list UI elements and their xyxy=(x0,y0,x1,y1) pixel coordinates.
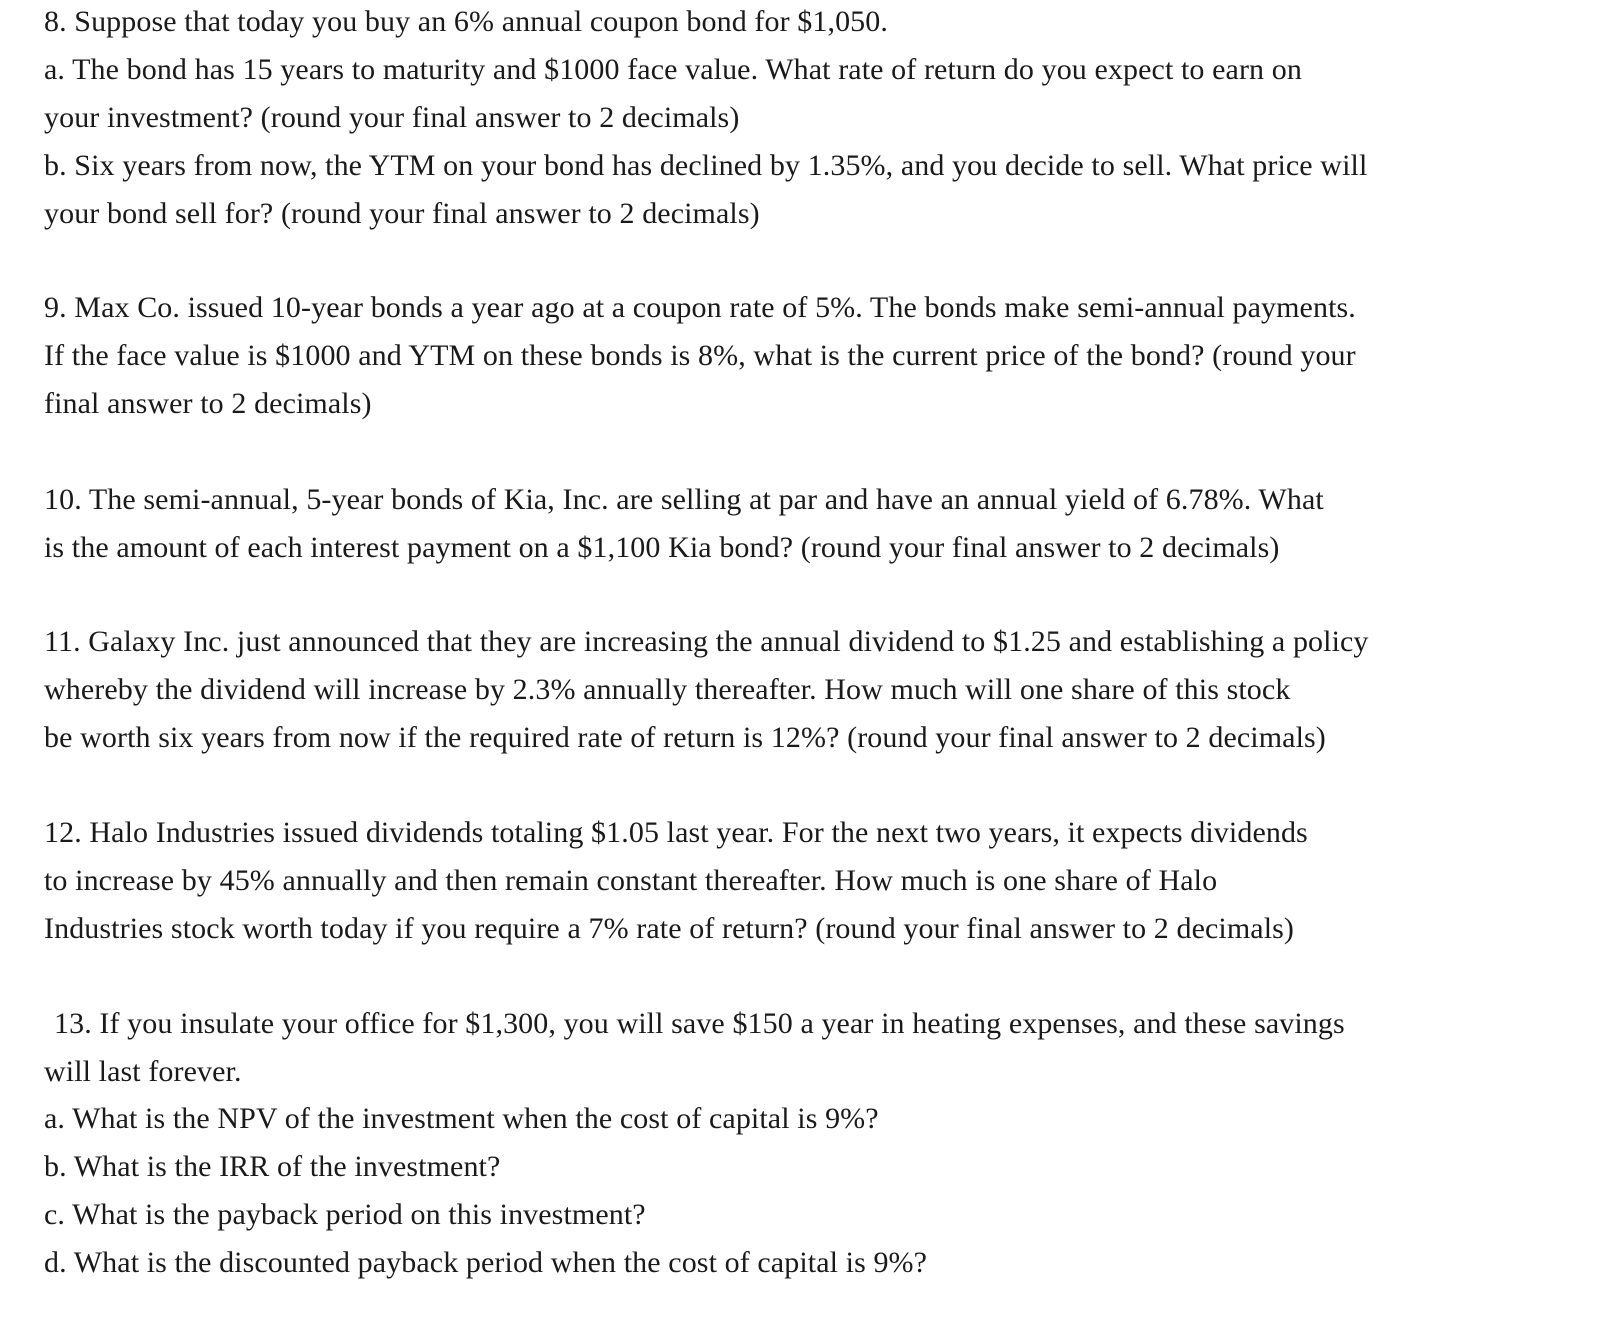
question-12-line-2: to increase by 45% annually and then remain constant thereafter. How much is one share of Halo xyxy=(44,864,1218,897)
question-13-line-1: 13. If you insulate your office for $1,300, you will save $150 a year in heating expenses, and these savings xyxy=(54,1007,1345,1040)
question-11-line-2: whereby the dividend will increase by 2.3% annually thereafter. How much will one share of this stock xyxy=(44,673,1291,706)
question-12-line-3: Industries stock worth today if you require a 7% rate of return? (round your final answer to 2 decimals) xyxy=(44,912,1295,945)
question-13-line-4: b. What is the IRR of the investment? xyxy=(44,1150,501,1183)
question-10-line-2: is the amount of each interest payment on a $1,100 Kia bond? (round your final answer to 2 decimals) xyxy=(44,531,1280,564)
question-8-line-4: b. Six years from now, the YTM on your bond has declined by 1.35%, and you decide to sell. What price will xyxy=(44,149,1368,182)
question-9-line-1: 9. Max Co. issued 10-year bonds a year ago at a coupon rate of 5%. The bonds make semi-annual payments. xyxy=(44,291,1356,324)
question-8-line-1: 8. Suppose that today you buy an 6% annual coupon bond for $1,050. xyxy=(44,5,888,38)
question-13-line-6: d. What is the discounted payback period when the cost of capital is 9%? xyxy=(44,1246,928,1279)
question-13-line-3: a. What is the NPV of the investment when the cost of capital is 9%? xyxy=(44,1102,879,1135)
question-13-line-5: c. What is the payback period on this investment? xyxy=(44,1198,646,1231)
question-8-line-2: a. The bond has 15 years to maturity and $1000 face value. What rate of return do you expect to earn on xyxy=(44,53,1302,86)
question-8-line-3: your investment? (round your final answer to 2 decimals) xyxy=(44,101,740,134)
question-11-line-3: be worth six years from now if the required rate of return is 12%? (round your final answer to 2 decimals) xyxy=(44,721,1326,754)
question-10-line-1: 10. The semi-annual, 5-year bonds of Kia, Inc. are selling at par and have an annual yield of 6.78%. What xyxy=(44,483,1324,516)
question-9-line-2: If the face value is $1000 and YTM on these bonds is 8%, what is the current price of the bond? (round your xyxy=(44,339,1356,372)
question-9-line-3: final answer to 2 decimals) xyxy=(44,387,372,420)
question-8-line-5: your bond sell for? (round your final answer to 2 decimals) xyxy=(44,197,760,230)
question-11-line-1: 11. Galaxy Inc. just announced that they are increasing the annual dividend to $1.25 and establishing a policy xyxy=(44,625,1369,658)
question-13-line-2: will last forever. xyxy=(44,1055,242,1088)
question-12-line-1: 12. Halo Industries issued dividends totaling $1.05 last year. For the next two years, it expects dividends xyxy=(44,816,1308,849)
